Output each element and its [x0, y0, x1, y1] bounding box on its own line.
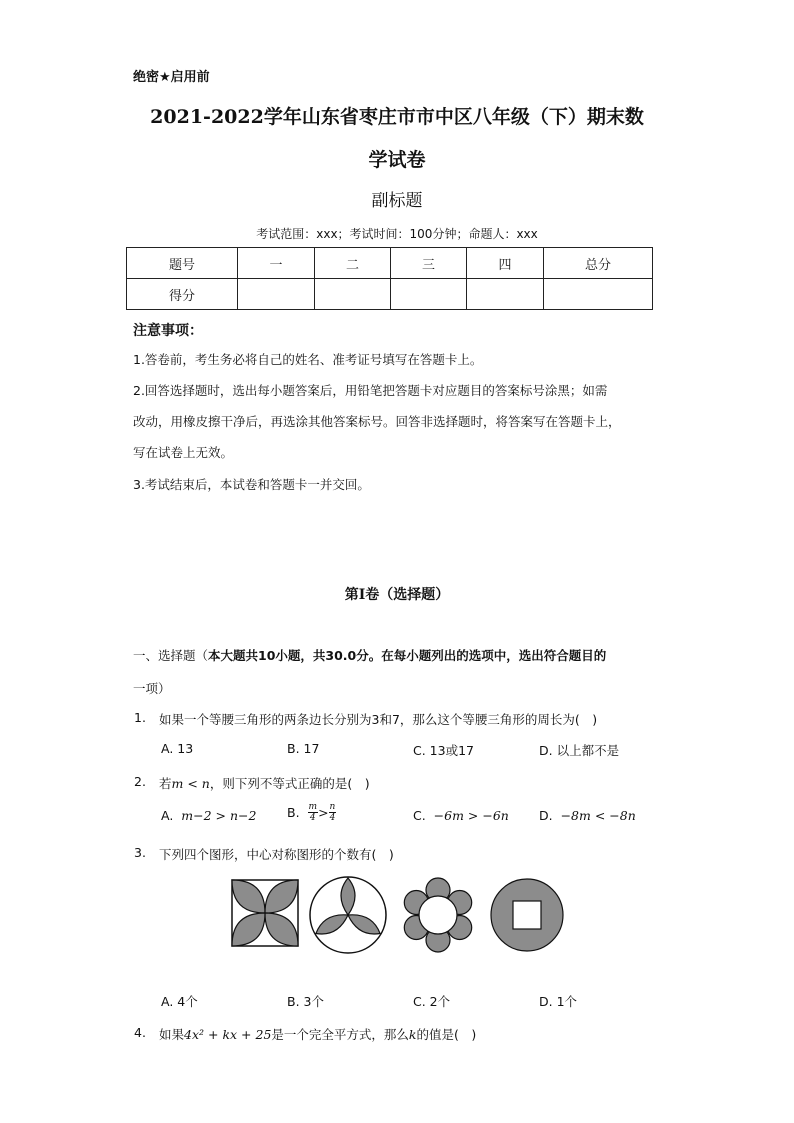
score-header-cell: 题号 — [127, 248, 238, 279]
exam-subtitle: 副标题 — [371, 191, 423, 211]
option-operator: > — [318, 805, 329, 820]
option-d — [539, 808, 636, 823]
question-number: 2. — [134, 774, 146, 789]
score-header-cell: 三 — [391, 248, 467, 279]
score-header-cell: 四 — [467, 248, 544, 279]
option-b: B. 3个 — [287, 994, 324, 1009]
question-math: m < n — [171, 776, 210, 791]
symmetry-figures — [225, 874, 575, 954]
score-header-cell: 总分 — [544, 248, 653, 279]
notice-item-2-line1: 2.回答选择题时，选出每小题答案后，用铅笔把答题卡对应题目的答案标号涂黑；如需 — [133, 383, 608, 398]
option-math: −6m > −6n — [433, 808, 509, 823]
question-text: 如果一个等腰三角形的两条边长分别为3和7，那么这个等腰三角形的周长为( ) — [159, 712, 598, 727]
score-header-cell: 一 — [238, 248, 315, 279]
fraction — [329, 802, 337, 823]
score-table-score-row — [127, 279, 653, 310]
question-text-suffix: 的值是( ) — [416, 1027, 477, 1042]
option-d: D. 以上都不是 — [539, 743, 620, 758]
question-number: 3. — [134, 845, 146, 860]
score-cell — [238, 279, 315, 310]
option-b: B. 17 — [287, 741, 320, 756]
score-cell — [467, 279, 544, 310]
option-b — [287, 802, 336, 823]
question-math-k: k — [408, 1027, 417, 1042]
question-text-mid: 是一个完全平方式，那么 — [271, 1027, 409, 1042]
question-number: 4. — [134, 1025, 146, 1040]
circle-three-petal-figure — [310, 877, 386, 953]
score-table-header-row — [127, 248, 653, 279]
question-math: 4x² + kx + 25 — [184, 1027, 272, 1042]
fraction-denominator: 4 — [329, 813, 336, 823]
option-label: C. — [413, 808, 426, 823]
score-cell — [544, 279, 653, 310]
option-c — [413, 808, 509, 823]
score-header-cell: 二 — [315, 248, 391, 279]
score-table — [126, 247, 653, 310]
section-heading-prefix: 一、选择题（ — [133, 648, 209, 663]
square-four-petal-figure — [232, 880, 298, 946]
exam-meta: 考试范围：xxx；考试时间：100分钟；命题人：xxx — [256, 227, 538, 241]
fraction — [308, 802, 319, 823]
question-number: 1. — [134, 710, 146, 725]
option-a: A. 4个 — [161, 994, 198, 1009]
exam-title-line2: 学试卷 — [368, 149, 426, 171]
question-text-suffix: ，则下列不等式正确的是( ) — [209, 776, 370, 791]
coin-square-hole-figure — [491, 879, 563, 951]
question-text: 下列四个图形，中心对称图形的个数有( ) — [159, 847, 394, 862]
option-c: C. 2个 — [413, 994, 451, 1009]
flower-six-circle-figure — [404, 878, 471, 952]
option-math: −8m < −8n — [560, 808, 636, 823]
score-cell — [315, 279, 391, 310]
section-heading — [133, 647, 665, 666]
option-a — [161, 808, 256, 823]
option-c: C. 13或17 — [413, 743, 474, 758]
question-text — [159, 774, 370, 792]
option-a: A. 13 — [161, 741, 194, 756]
notice-item-3: 3.考试结束后，本试卷和答题卡一并交回。 — [133, 477, 370, 492]
option-label: A. — [161, 808, 174, 823]
score-cell — [391, 279, 467, 310]
confidential-label: 绝密★启用前 — [133, 70, 210, 85]
fraction-denominator: 4 — [309, 813, 316, 823]
option-label: D. — [539, 808, 553, 823]
notice-item-2-line2: 改动，用橡皮擦干净后，再选涂其他答案标号。回答非选择题时，将答案写在答题卡上， — [133, 414, 621, 429]
fraction-numerator: n — [329, 802, 336, 812]
fraction-numerator: m — [308, 802, 318, 812]
notice-item-2-line3: 写在试卷上无效。 — [133, 445, 234, 460]
option-math: m−2 > n−2 — [181, 808, 257, 823]
notice-item-1: 1.答卷前，考生务必将自己的姓名、准考证号填写在答题卡上。 — [133, 352, 483, 367]
exam-title-line1: 2021-2022学年山东省枣庄市市中区八年级（下）期末数 — [150, 106, 644, 128]
section-heading-bold: 本大题共10小题，共30.0分。在每小题列出的选项中，选出符合题目的 — [208, 648, 607, 663]
question-text — [159, 1025, 476, 1043]
question-text-prefix: 如果 — [159, 1027, 185, 1042]
section-heading-line2: 一项） — [133, 681, 171, 696]
question-text-prefix: 若 — [159, 776, 172, 791]
notice-heading: 注意事项： — [133, 323, 203, 339]
option-label: B. — [287, 805, 300, 820]
score-row-label: 得分 — [127, 279, 238, 310]
option-d: D. 1个 — [539, 994, 578, 1009]
part-title: 第I卷（选择题） — [344, 587, 450, 603]
